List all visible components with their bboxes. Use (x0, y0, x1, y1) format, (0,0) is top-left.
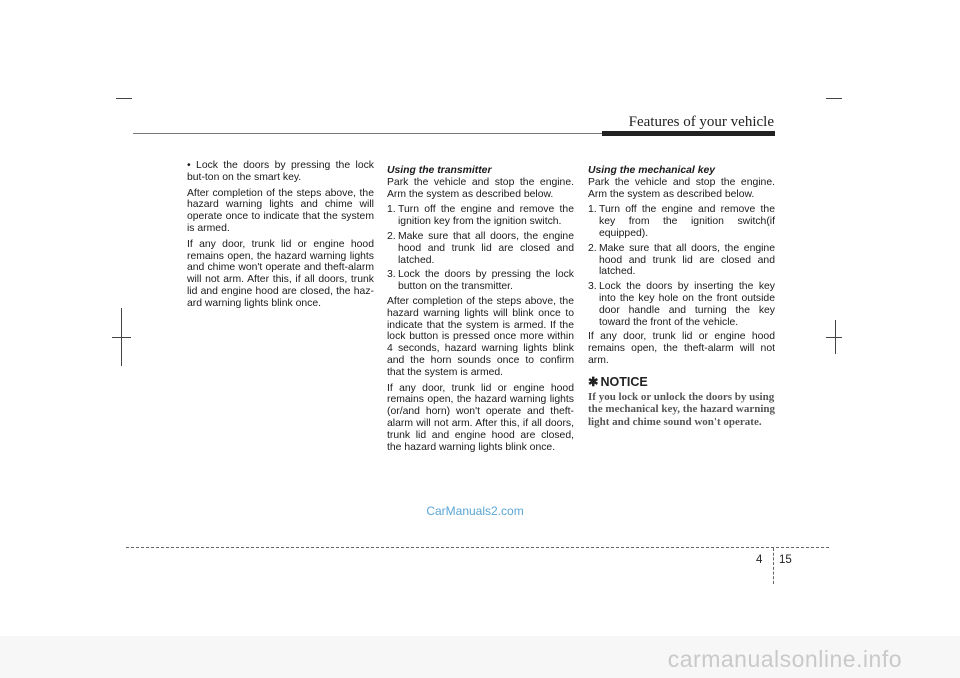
notice-label: NOTICE (600, 374, 648, 389)
paragraph-armed: After completion of the steps above, the hazard warning lights will blink once to indicate that the system is armed. If the lock button is pressed once more within 4 seconds, hazard warning lights blink and the horn sounds once to confirm that the system is armed. (387, 295, 574, 378)
list-item-number: 1. (387, 204, 396, 216)
list-item-text: Turn off the engine and remove the ignition key from the ignition switch. (398, 204, 574, 228)
crop-mark-top-right (826, 98, 842, 99)
list-item (588, 281, 775, 328)
crop-mark-left-horizontal (112, 337, 131, 338)
list-item-text: Make sure that all doors, the engine hood and trunk lid are closed and latched. (398, 230, 574, 266)
column-right (588, 160, 775, 428)
notice-heading (588, 374, 775, 389)
list-item-number: 3. (387, 269, 396, 281)
footer-dashed-rule (126, 547, 829, 548)
list-item-number: 3. (588, 281, 597, 293)
column-left (187, 160, 374, 314)
heading-using-transmitter: Using the transmitter (387, 165, 492, 176)
list-item (387, 204, 574, 228)
asterisk-icon: ✱ (588, 374, 599, 389)
paragraph-door-open: If any door, trunk lid or engine hood remains open, the theft-alarm will not arm. (588, 331, 775, 366)
paragraph-intro: Park the vehicle and stop the engine. Arm the system as described below. (387, 176, 574, 200)
list-item (588, 204, 775, 239)
page-number-divider (773, 548, 774, 584)
list-item-text: Lock the doors by pressing the lock button on the transmitter. (398, 269, 574, 293)
list-item (387, 269, 574, 293)
list-item-number: 2. (588, 242, 597, 254)
list-item-text: Make sure that all doors, the engine hood and trunk lid are closed and latched. (599, 242, 775, 278)
bullet-lock-doors: • Lock the doors by pressing the lock but-ton on the smart key. (187, 160, 374, 183)
list-item-number: 1. (588, 204, 597, 216)
paragraph-door-open: If any door, trunk lid or engine hood remains open, the hazard warning lights (or/and horn) won't operate and theft-alarm will not arm. After this, if all doors, trunk lid and engine hood are closed, the hazard warning lights blink once. (387, 382, 574, 453)
heading-using-mechanical-key: Using the mechanical key (588, 165, 716, 176)
list-item-text: Turn off the engine and remove the key from the ignition switch(if equipped). (599, 204, 775, 239)
site-watermark-text: carmanualsonline.info (667, 646, 902, 672)
crop-mark-right-horizontal (826, 337, 842, 338)
page-number: 15 (779, 554, 792, 566)
column-middle (387, 160, 574, 457)
section-title: Features of your vehicle (628, 114, 774, 130)
paragraph-door-open: If any door, trunk lid or engine hood remains open, the hazard warning lights and chime won't operate and theft-alarm will not arm. After this, if all doors, trunk lid and engine hood are closed, the haz-ard warning lights blink once. (187, 238, 374, 309)
paragraph-armed: After completion of the steps above, the hazard warning lights and chime will operate once to indicate that the system is armed. (187, 187, 374, 234)
site-watermark (0, 636, 960, 678)
list-item-text: Lock the doors by inserting the key into the key hole on the front outside door handle and turning the key toward the front of the vehicle. (599, 281, 775, 328)
chapter-number: 4 (756, 554, 763, 566)
list-item (588, 243, 775, 278)
crop-mark-top-left (116, 98, 132, 99)
list-item-number: 2. (387, 230, 396, 242)
watermark-link[interactable]: CarManuals2.com (426, 504, 524, 518)
paragraph-intro: Park the vehicle and stop the engine. Arm the system as described below. (588, 176, 775, 200)
header-rule-accent (602, 131, 775, 136)
list-item (387, 231, 574, 266)
notice-text: If you lock or unlock the doors by using the mechanical key, the hazard warning light and chime sound won't operate. (588, 390, 775, 428)
